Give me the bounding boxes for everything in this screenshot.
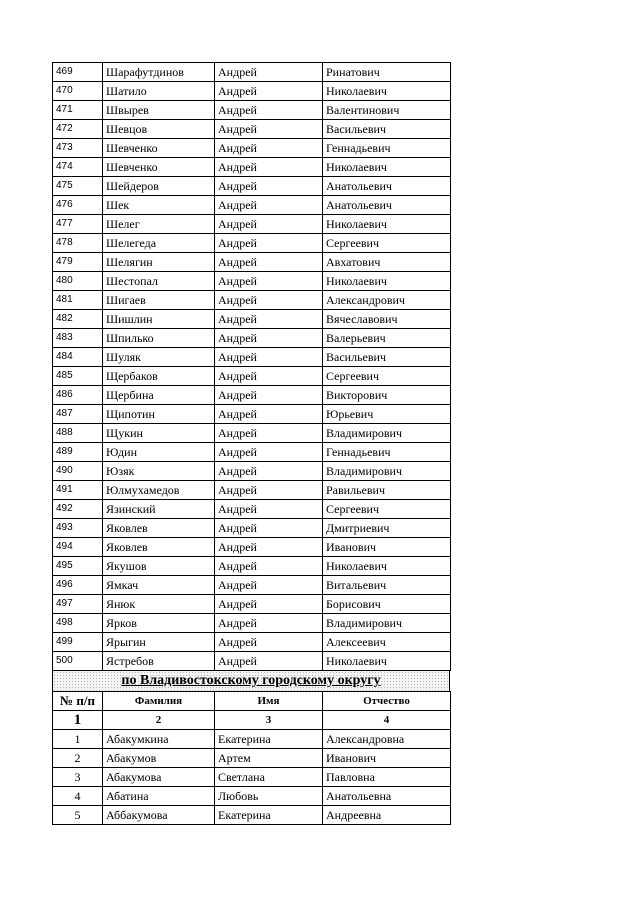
surname-cell: Юзяк xyxy=(103,462,215,481)
table-row xyxy=(53,614,451,633)
patronymic-cell: Андреевна xyxy=(323,806,451,825)
patronymic-cell: Александрович xyxy=(323,291,451,310)
row-number: 479 xyxy=(53,253,103,272)
patronymic-cell: Васильевич xyxy=(323,120,451,139)
surname-cell: Шелег xyxy=(103,215,215,234)
surname-cell: Аббакумова xyxy=(103,806,215,825)
patronymic-cell: Витальевич xyxy=(323,576,451,595)
column-index: 3 xyxy=(215,711,323,730)
first-name-cell: Андрей xyxy=(215,481,323,500)
patronymic-cell: Валентинович xyxy=(323,101,451,120)
row-number: 469 xyxy=(53,63,103,82)
table-row xyxy=(53,120,451,139)
row-number: 496 xyxy=(53,576,103,595)
row-number: 498 xyxy=(53,614,103,633)
first-name-cell: Андрей xyxy=(215,158,323,177)
surname-cell: Юлмухамедов xyxy=(103,481,215,500)
table-row xyxy=(53,595,451,614)
table-row xyxy=(53,557,451,576)
table-row xyxy=(53,158,451,177)
first-name-cell: Андрей xyxy=(215,272,323,291)
surname-cell: Шек xyxy=(103,196,215,215)
table-row xyxy=(53,405,451,424)
row-number: 499 xyxy=(53,633,103,652)
table-row xyxy=(53,367,451,386)
table-row xyxy=(53,215,451,234)
surname-cell: Шуляк xyxy=(103,348,215,367)
patronymic-cell: Анатольевич xyxy=(323,196,451,215)
table-row xyxy=(53,749,451,768)
patronymic-cell: Владимирович xyxy=(323,614,451,633)
table-row xyxy=(53,291,451,310)
surname-cell: Юдин xyxy=(103,443,215,462)
surname-cell: Ярков xyxy=(103,614,215,633)
patronymic-cell: Николаевич xyxy=(323,557,451,576)
row-number: 493 xyxy=(53,519,103,538)
first-name-cell: Андрей xyxy=(215,557,323,576)
table-row xyxy=(53,652,451,671)
table-row xyxy=(53,538,451,557)
first-name-cell: Андрей xyxy=(215,139,323,158)
column-index: 4 xyxy=(323,711,451,730)
patronymic-cell: Сергеевич xyxy=(323,234,451,253)
patronymic-cell: Анатольевич xyxy=(323,177,451,196)
header-name: Имя xyxy=(215,692,323,711)
first-name-cell: Екатерина xyxy=(215,806,323,825)
first-name-cell: Андрей xyxy=(215,348,323,367)
first-name-cell: Андрей xyxy=(215,614,323,633)
column-index: 2 xyxy=(103,711,215,730)
row-number: 484 xyxy=(53,348,103,367)
surname-cell: Шестопал xyxy=(103,272,215,291)
first-name-cell: Андрей xyxy=(215,82,323,101)
row-number: 470 xyxy=(53,82,103,101)
surname-cell: Абакумова xyxy=(103,768,215,787)
surname-cell: Абакумов xyxy=(103,749,215,768)
patronymic-cell: Вячеславович xyxy=(323,310,451,329)
surname-cell: Ямкач xyxy=(103,576,215,595)
table-row xyxy=(53,576,451,595)
table-row xyxy=(53,348,451,367)
first-name-cell: Екатерина xyxy=(215,730,323,749)
row-number: 492 xyxy=(53,500,103,519)
table-row xyxy=(53,386,451,405)
first-name-cell: Светлана xyxy=(215,768,323,787)
surname-cell: Щербаков xyxy=(103,367,215,386)
document-sheet xyxy=(52,62,450,825)
first-name-cell: Андрей xyxy=(215,519,323,538)
first-name-cell: Артем xyxy=(215,749,323,768)
row-number: 478 xyxy=(53,234,103,253)
first-name-cell: Андрей xyxy=(215,576,323,595)
first-name-cell: Андрей xyxy=(215,462,323,481)
row-number: 1 xyxy=(53,730,103,749)
column-index: 1 xyxy=(53,711,103,730)
table-row xyxy=(53,787,451,806)
names-table-2 xyxy=(52,691,451,825)
header-surname: Фамилия xyxy=(103,692,215,711)
table-row xyxy=(53,519,451,538)
row-number: 476 xyxy=(53,196,103,215)
surname-cell: Янюк xyxy=(103,595,215,614)
first-name-cell: Андрей xyxy=(215,424,323,443)
first-name-cell: Андрей xyxy=(215,652,323,671)
patronymic-cell: Ринатович xyxy=(323,63,451,82)
row-number: 490 xyxy=(53,462,103,481)
surname-cell: Шишлин xyxy=(103,310,215,329)
first-name-cell: Андрей xyxy=(215,633,323,652)
patronymic-cell: Николаевич xyxy=(323,158,451,177)
surname-cell: Щербина xyxy=(103,386,215,405)
patronymic-cell: Владимирович xyxy=(323,424,451,443)
first-name-cell: Андрей xyxy=(215,310,323,329)
surname-cell: Швырев xyxy=(103,101,215,120)
table-row xyxy=(53,253,451,272)
table-row xyxy=(53,177,451,196)
first-name-cell: Андрей xyxy=(215,120,323,139)
first-name-cell: Андрей xyxy=(215,538,323,557)
row-number: 500 xyxy=(53,652,103,671)
table-row xyxy=(53,310,451,329)
patronymic-cell: Равильевич xyxy=(323,481,451,500)
patronymic-cell: Борисович xyxy=(323,595,451,614)
row-number: 477 xyxy=(53,215,103,234)
surname-cell: Язинский xyxy=(103,500,215,519)
surname-cell: Щипотин xyxy=(103,405,215,424)
table-row xyxy=(53,196,451,215)
surname-cell: Ястребов xyxy=(103,652,215,671)
surname-cell: Шарафутдинов xyxy=(103,63,215,82)
patronymic-cell: Геннадьевич xyxy=(323,139,451,158)
patronymic-cell: Павловна xyxy=(323,768,451,787)
surname-cell: Шатило xyxy=(103,82,215,101)
first-name-cell: Андрей xyxy=(215,500,323,519)
row-number: 487 xyxy=(53,405,103,424)
surname-cell: Ярыгин xyxy=(103,633,215,652)
row-number: 489 xyxy=(53,443,103,462)
table-row xyxy=(53,101,451,120)
patronymic-cell: Владимирович xyxy=(323,462,451,481)
row-number: 482 xyxy=(53,310,103,329)
patronymic-cell: Иванович xyxy=(323,538,451,557)
table-row xyxy=(53,806,451,825)
header-row xyxy=(53,692,451,711)
table-row xyxy=(53,443,451,462)
row-number: 488 xyxy=(53,424,103,443)
table-row xyxy=(53,481,451,500)
row-number: 480 xyxy=(53,272,103,291)
table-row xyxy=(53,500,451,519)
column-index-row xyxy=(53,711,451,730)
surname-cell: Шевченко xyxy=(103,139,215,158)
first-name-cell: Андрей xyxy=(215,595,323,614)
row-number: 494 xyxy=(53,538,103,557)
row-number: 5 xyxy=(53,806,103,825)
first-name-cell: Любовь xyxy=(215,787,323,806)
surname-cell: Яковлев xyxy=(103,538,215,557)
header-number: № п/п xyxy=(53,692,103,711)
first-name-cell: Андрей xyxy=(215,234,323,253)
surname-cell: Якушов xyxy=(103,557,215,576)
surname-cell: Яковлев xyxy=(103,519,215,538)
row-number: 485 xyxy=(53,367,103,386)
patronymic-cell: Дмитриевич xyxy=(323,519,451,538)
row-number: 474 xyxy=(53,158,103,177)
surname-cell: Абатина xyxy=(103,787,215,806)
row-number: 473 xyxy=(53,139,103,158)
table-row xyxy=(53,329,451,348)
first-name-cell: Андрей xyxy=(215,367,323,386)
list2-body xyxy=(53,730,451,825)
surname-cell: Шелягин xyxy=(103,253,215,272)
patronymic-cell: Васильевич xyxy=(323,348,451,367)
first-name-cell: Андрей xyxy=(215,443,323,462)
first-name-cell: Андрей xyxy=(215,405,323,424)
row-number: 481 xyxy=(53,291,103,310)
table-row xyxy=(53,633,451,652)
patronymic-cell: Александровна xyxy=(323,730,451,749)
table-row xyxy=(53,730,451,749)
surname-cell: Шевченко xyxy=(103,158,215,177)
patronymic-cell: Иванович xyxy=(323,749,451,768)
surname-cell: Шелегеда xyxy=(103,234,215,253)
table-row xyxy=(53,82,451,101)
row-number: 491 xyxy=(53,481,103,500)
first-name-cell: Андрей xyxy=(215,215,323,234)
first-name-cell: Андрей xyxy=(215,329,323,348)
patronymic-cell: Николаевич xyxy=(323,652,451,671)
table-row xyxy=(53,139,451,158)
patronymic-cell: Викторович xyxy=(323,386,451,405)
surname-cell: Щукин xyxy=(103,424,215,443)
surname-cell: Шевцов xyxy=(103,120,215,139)
first-name-cell: Андрей xyxy=(215,253,323,272)
header-patronymic: Отчество xyxy=(323,692,451,711)
patronymic-cell: Николаевич xyxy=(323,215,451,234)
section-title: по Владивостокскому городскому округу xyxy=(52,671,450,691)
surname-cell: Шпилько xyxy=(103,329,215,348)
table-row xyxy=(53,272,451,291)
table-row xyxy=(53,768,451,787)
patronymic-cell: Геннадьевич xyxy=(323,443,451,462)
first-name-cell: Андрей xyxy=(215,291,323,310)
row-number: 471 xyxy=(53,101,103,120)
first-name-cell: Андрей xyxy=(215,101,323,120)
patronymic-cell: Сергеевич xyxy=(323,500,451,519)
first-name-cell: Андрей xyxy=(215,63,323,82)
patronymic-cell: Валерьевич xyxy=(323,329,451,348)
patronymic-cell: Авхатович xyxy=(323,253,451,272)
table-row xyxy=(53,63,451,82)
row-number: 4 xyxy=(53,787,103,806)
row-number: 475 xyxy=(53,177,103,196)
patronymic-cell: Сергеевич xyxy=(323,367,451,386)
row-number: 2 xyxy=(53,749,103,768)
first-name-cell: Андрей xyxy=(215,196,323,215)
table-row xyxy=(53,234,451,253)
table-row xyxy=(53,462,451,481)
row-number: 495 xyxy=(53,557,103,576)
table-row xyxy=(53,424,451,443)
patronymic-cell: Алексеевич xyxy=(323,633,451,652)
patronymic-cell: Николаевич xyxy=(323,272,451,291)
row-number: 483 xyxy=(53,329,103,348)
patronymic-cell: Юрьевич xyxy=(323,405,451,424)
row-number: 472 xyxy=(53,120,103,139)
row-number: 497 xyxy=(53,595,103,614)
surname-cell: Абакумкина xyxy=(103,730,215,749)
patronymic-cell: Анатольевна xyxy=(323,787,451,806)
surname-cell: Шейдеров xyxy=(103,177,215,196)
list1-body xyxy=(53,63,451,671)
surname-cell: Шигаев xyxy=(103,291,215,310)
first-name-cell: Андрей xyxy=(215,386,323,405)
row-number: 3 xyxy=(53,768,103,787)
row-number: 486 xyxy=(53,386,103,405)
patronymic-cell: Николаевич xyxy=(323,82,451,101)
names-table xyxy=(52,62,451,671)
first-name-cell: Андрей xyxy=(215,177,323,196)
